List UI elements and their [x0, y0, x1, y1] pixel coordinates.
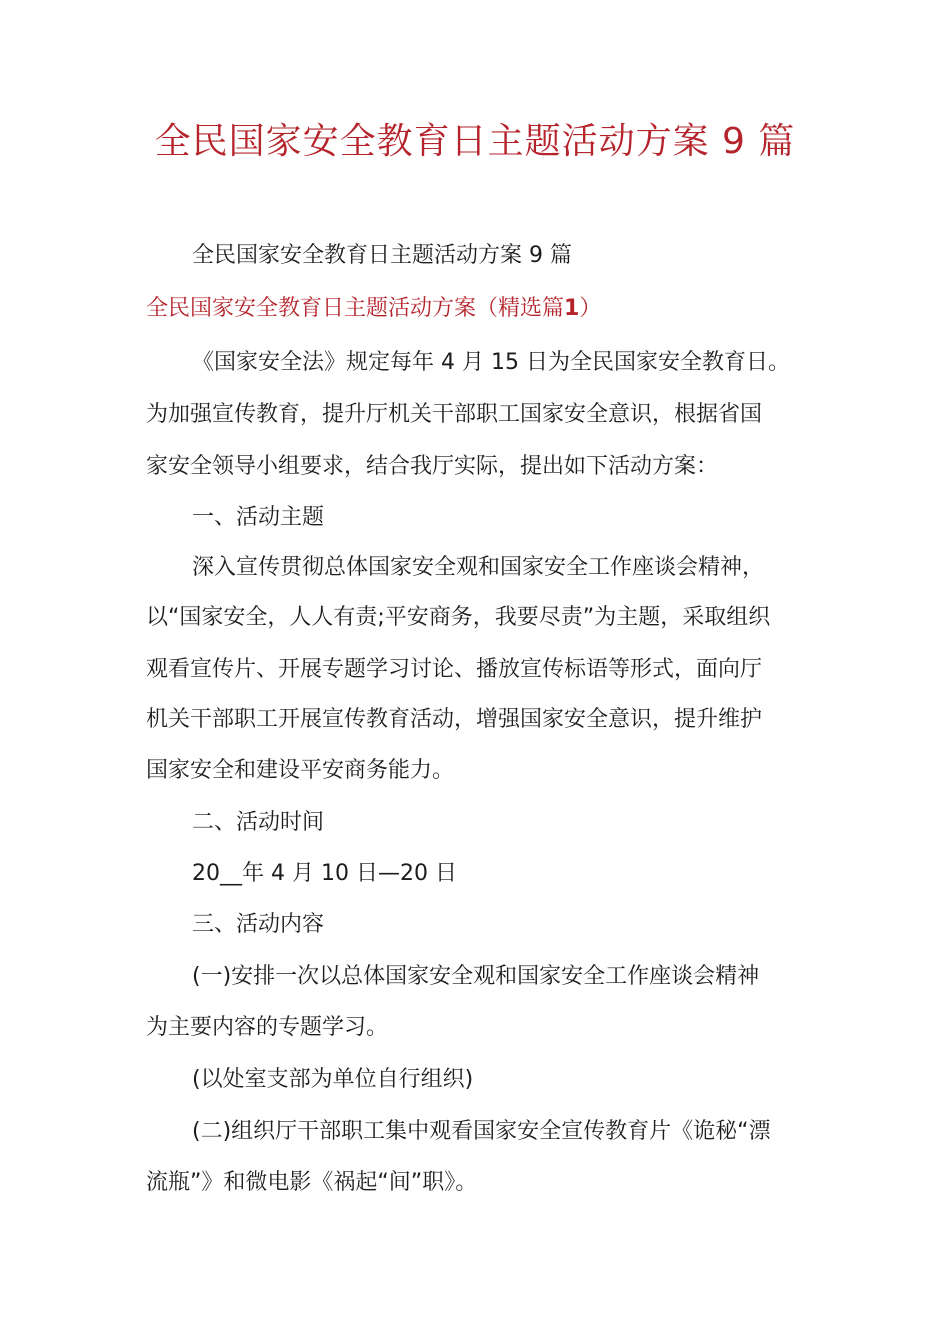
- paragraph-line: (二)组织厅干部职工集中观看国家安全宣传教育片《诡秘“漂: [192, 1119, 771, 1144]
- paragraph-line: 深入宣传贯彻总体国家安全观和国家安全工作座谈会精神，: [192, 555, 765, 580]
- paragraph-line: (一)安排一次以总体国家安全观和国家安全工作座谈会精神: [192, 964, 760, 989]
- paragraph-line: 观看宣传片、开展专题学习讨论、播放宣传标语等形式，面向厅: [146, 657, 763, 682]
- document-subtitle: 全民国家安全教育日主题活动方案 9 篇: [192, 243, 572, 268]
- paragraph-line: 国家安全和建设平安商务能力。: [146, 758, 455, 783]
- paragraph-line: 家安全领导小组要求，结合我厅实际，提出如下活动方案：: [146, 454, 719, 479]
- paragraph-line: 《国家安全法》规定每年 4 月 15 日为全民国家安全教育日。: [192, 350, 790, 375]
- section-heading: [146, 294, 806, 324]
- section-heading-close: ）: [579, 296, 602, 321]
- paragraph-line: 20__年 4 月 10 日—20 日: [192, 861, 457, 886]
- paragraph-line: 为加强宣传教育，提升厅机关干部职工国家安全意识，根据省国: [146, 402, 763, 427]
- paragraph-line: (以处室支部为单位自行组织): [192, 1067, 474, 1092]
- paragraph-line: 机关干部职工开展宣传教育活动，增强国家安全意识，提升维护: [146, 707, 763, 732]
- paragraph-line: 为主要内容的专题学习。: [146, 1015, 389, 1040]
- section-title: 二、活动时间: [192, 810, 325, 835]
- section-heading-text: 全民国家安全教育日主题活动方案（精选篇: [146, 296, 565, 321]
- section-heading-number: 1: [564, 296, 580, 321]
- section-title: 三、活动内容: [192, 912, 325, 937]
- document-title: 全民国家安全教育日主题活动方案 9 篇: [154, 121, 796, 162]
- section-title: 一、活动主题: [192, 505, 325, 530]
- paragraph-line: 以“国家安全，人人有责;平安商务，我要尽责”为主题，采取组织: [146, 605, 771, 630]
- paragraph-line: 流瓶”》和微电影《祸起“间”职》。: [146, 1170, 478, 1195]
